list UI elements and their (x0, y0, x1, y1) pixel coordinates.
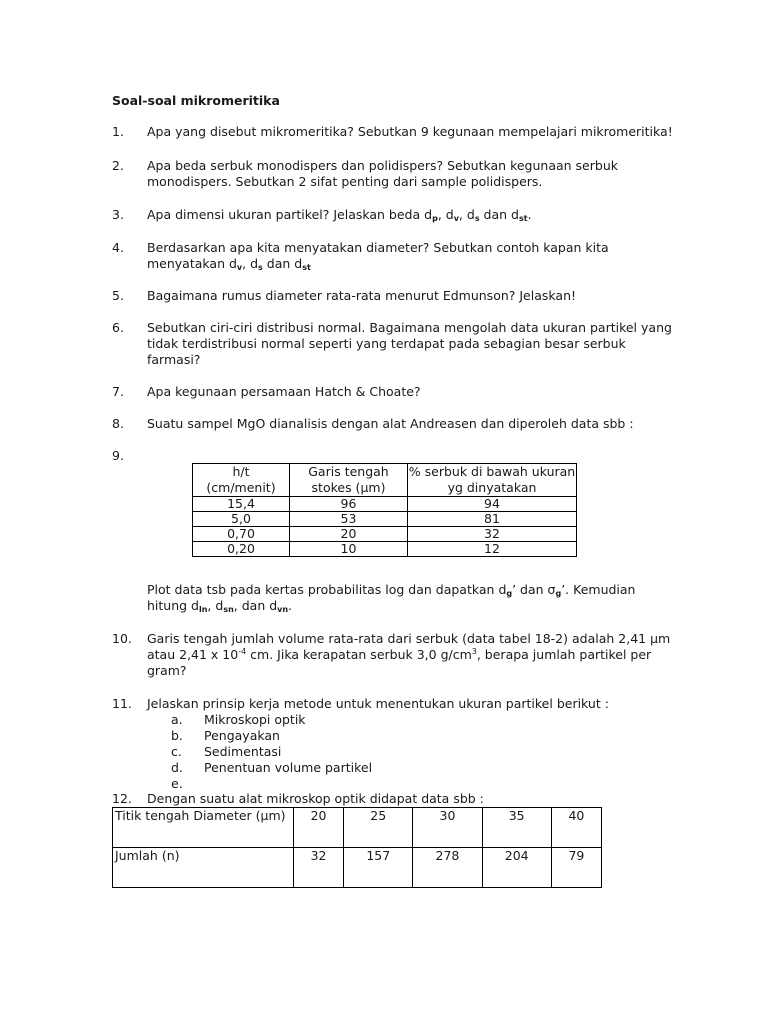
question-number: 2. (112, 158, 124, 173)
table-row (113, 808, 602, 848)
question-text: Berdasarkan apa kita menyatakan diameter? Sebutkan contoh kapan kita (147, 240, 609, 255)
list-marker: e. (171, 776, 183, 791)
question-number: 7. (112, 384, 124, 399)
table-cell: 25 (344, 808, 413, 848)
table-cell: 15,4 (193, 497, 290, 512)
table-cell: 94 (408, 497, 577, 512)
table-row-label: Titik tengah Diameter (μm) (113, 808, 294, 848)
table-cell: 35 (482, 808, 551, 848)
table-row (193, 497, 577, 512)
table-cell: 0,20 (193, 542, 290, 557)
question-number: 11. (112, 696, 132, 711)
table-cell: 157 (344, 848, 413, 888)
question-number: 6. (112, 320, 124, 335)
table-cell: 20 (290, 527, 408, 542)
question-text: Suatu sampel MgO dianalisis dengan alat Andreasen dan diperoleh data sbb : (147, 416, 634, 431)
table-row-label: Jumlah (n) (113, 848, 294, 888)
table-cell: 30 (413, 808, 482, 848)
question-text: Plot data tsb pada kertas probabilitas log dan dapatkan $d_g$’ dan $\sigma_g$’. Kemudian (147, 582, 636, 598)
table-cell: 5,0 (193, 512, 290, 527)
table-header-cell: Garis tengah stokes (μm) (290, 464, 408, 497)
question-text: farmasi? (147, 352, 201, 367)
table-cell: 32 (294, 848, 344, 888)
table-cell: 204 (482, 848, 551, 888)
question-text: Apa beda serbuk monodispers dan polidispers? Sebutkan kegunaan serbuk (147, 158, 618, 173)
question-number: 12. (112, 791, 132, 806)
question-number: 1. (112, 124, 124, 139)
question-text: Jelaskan prinsip kerja metode untuk menentukan ukuran partikel berikut : (147, 696, 609, 711)
table-header-cell: h/t (cm/menit) (193, 464, 290, 497)
table-cell: 278 (413, 848, 482, 888)
table-cell: 10 (290, 542, 408, 557)
table-cell: 53 (290, 512, 408, 527)
table-row (193, 527, 577, 542)
table-cell: 40 (551, 808, 601, 848)
list-item: Mikroskopi optik (204, 712, 306, 727)
question-number: 8. (112, 416, 124, 431)
list-item: Penentuan volume partikel (204, 760, 373, 775)
question-text: Apa dimensi ukuran partikel? Jelaskan beda $d_p$, $d_v$, $d_s$ dan $d_{st}$. (147, 207, 532, 223)
list-item: Pengayakan (204, 728, 280, 743)
table-row (113, 848, 602, 888)
table-cell: 81 (408, 512, 577, 527)
table-header-row (193, 464, 577, 497)
list-item: Sedimentasi (204, 744, 282, 759)
question-text: Apa kegunaan persamaan Hatch & Choate? (147, 384, 421, 399)
question-number: 10. (112, 631, 132, 646)
list-marker: b. (171, 728, 183, 743)
question-text: monodispers. Sebutkan 2 sifat penting dari sample polidispers. (147, 174, 543, 189)
question-number: 9. (112, 448, 124, 463)
microscope-data-table (112, 807, 602, 888)
question-number: 3. (112, 207, 124, 222)
andreasen-data-table (192, 463, 577, 557)
page-title: Soal-soal mikromeritika (112, 93, 280, 108)
question-text: hitung $d_{ln}$, $d_{sn}$, dan $d_{vn}$. (147, 598, 293, 614)
list-marker: a. (171, 712, 183, 727)
list-marker: c. (171, 744, 182, 759)
table-cell: 32 (408, 527, 577, 542)
question-text: Bagaimana rumus diameter rata-rata menurut Edmunson? Jelaskan! (147, 288, 577, 303)
list-marker: d. (171, 760, 183, 775)
table-cell: 12 (408, 542, 577, 557)
table-row (193, 542, 577, 557)
question-text: Garis tengah jumlah volume rata-rata dari serbuk (data tabel 18-2) adalah 2,41 μm (147, 631, 671, 646)
table-cell: 20 (294, 808, 344, 848)
table-cell: 0,70 (193, 527, 290, 542)
question-text: gram? (147, 663, 187, 678)
table-header-cell: % serbuk di bawah ukuran yg dinyatakan (408, 464, 576, 495)
question-text: Sebutkan ciri-ciri distribusi normal. Bagaimana mengolah data ukuran partikel yang (147, 320, 672, 335)
question-number: 5. (112, 288, 124, 303)
table-row (193, 512, 577, 527)
question-text: Apa yang disebut mikromeritika? Sebutkan 9 kegunaan mempelajari mikromeritika! (147, 124, 673, 139)
question-text: Dengan suatu alat mikroskop optik didapat data sbb : (147, 791, 484, 806)
question-text: atau 2,41 x $10^{-4}$ cm. Jika kerapatan serbuk 3,0 $g/cm^3$, berapa jumlah partikel per (147, 647, 652, 662)
question-number: 4. (112, 240, 124, 255)
question-text: tidak terdistribusi normal seperti yang terdapat pada sebagian besar serbuk (147, 336, 626, 351)
table-cell: 96 (290, 497, 408, 512)
table-cell: 79 (551, 848, 601, 888)
question-text: menyatakan $d_v$, $d_s$ dan $d_{st}$ (147, 256, 311, 272)
